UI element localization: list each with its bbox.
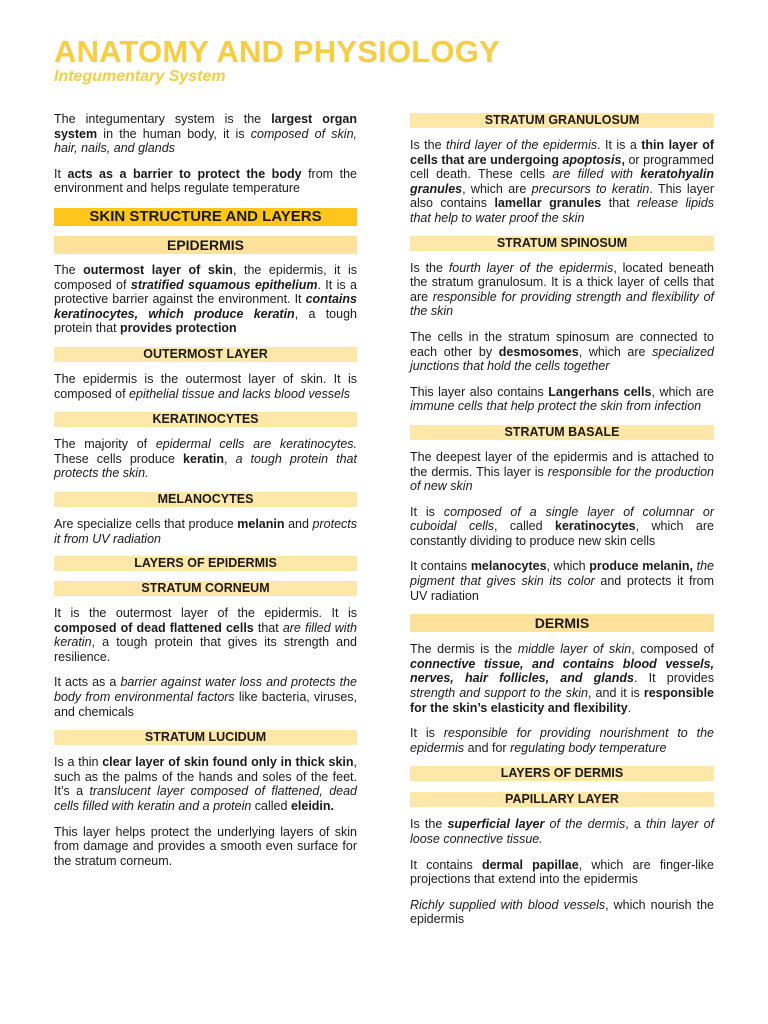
stratum-granulosum-heading: STRATUM GRANULOSUM <box>410 113 714 128</box>
left-column <box>54 112 357 868</box>
stratum-corneum-heading: STRATUM CORNEUM <box>54 581 357 596</box>
intro-paragraph-2: It acts as a barrier to protect the body from the environment and helps regulate temperature <box>54 166 358 196</box>
layers-of-dermis-heading: LAYERS OF DERMIS <box>410 766 714 781</box>
stratum-corneum-paragraph-2: It acts as a barrier against water loss and protects the body from environmental factors like bacteria, viruses, and chemicals <box>54 675 357 719</box>
stratum-spinosum-paragraph-2: The cells in the stratum spinosum are connected to each other by desmosomes, which are specialized junctions that hold the cells together <box>410 329 715 374</box>
layers-of-epidermis-heading: LAYERS OF EPIDERMIS <box>54 556 357 571</box>
melanocytes-paragraph: Are specialize cells that produce melanin and protects it from UV radiation <box>54 516 357 546</box>
dermis-heading: DERMIS <box>410 614 714 632</box>
epidermis-heading: EPIDERMIS <box>54 236 357 254</box>
dermis-paragraph-2: It is responsible for providing nourishment to the epidermis and for regulating body temperature <box>410 726 714 755</box>
keratinocytes-heading: KERATINOCYTES <box>54 412 357 427</box>
papillary-layer-paragraph-1: Is the superficial layer of the dermis, a thin layer of loose connective tissue. <box>410 817 715 846</box>
intro-paragraph-1: The integumentary system is the largest organ system in the human body, it is composed of skin, hair, nails, and glands <box>54 112 358 156</box>
papillary-layer-heading: PAPILLARY LAYER <box>410 792 714 807</box>
stratum-lucidum-heading: STRATUM LUCIDUM <box>54 730 357 745</box>
outermost-layer-heading: OUTERMOST LAYER <box>54 347 357 362</box>
papillary-layer-paragraph-2: It contains dermal papillae, which are finger-like projections that extend into the epidermis <box>410 857 715 887</box>
stratum-spinosum-heading: STRATUM SPINOSUM <box>410 236 714 251</box>
stratum-granulosum-paragraph: Is the third layer of the epidermis. It is a thin layer of cells that are undergoing apoptosis, or programmed cell death. These cells are filled with keratohyalin granules, which are precursors to keratin. This layer also contains lamellar granules that release lipids that help to water proof the skin <box>410 138 715 225</box>
epidermis-paragraph: The outermost layer of skin, the epidermis, it is composed of stratified squamous epithelium. It is a protective barrier against the environment. It contains keratinocytes, which produce keratin, a tough protein that provides protection <box>54 262 357 336</box>
stratum-basale-paragraph-2: It is composed of a single layer of columnar or cuboidal cells, called keratinocytes, which are constantly dividing to produce new skin cells <box>410 504 714 548</box>
stratum-spinosum-paragraph-1: Is the fourth layer of the epidermis, located beneath the stratum granulosum. It is a thick layer of cells that are responsible for providing strength and flexibility of the skin <box>410 260 714 319</box>
stratum-corneum-paragraph-1: It is the outermost layer of the epidermis. It is composed of dead flattened cells that are filled with keratin, a tough protein that gives its strength and resilience. <box>54 606 358 664</box>
document-subtitle: Integumentary System <box>54 68 226 85</box>
stratum-spinosum-paragraph-3: This layer also contains Langerhans cells, which are immune cells that help protect the skin from infection <box>410 384 714 414</box>
papillary-layer-paragraph-3: Richly supplied with blood vessels, which nourish the epidermis <box>410 897 715 927</box>
stratum-basale-paragraph-3: It contains melanocytes, which produce melanin, the pigment that gives skin its color and protects it from UV radiation <box>410 559 714 603</box>
stratum-lucidum-paragraph-1: Is a thin clear layer of skin found only in thick skin, such as the palms of the hands and soles of the feet. It’s a translucent layer composed of flattened, dead cells filled with keratin and a protein called eleidin. <box>54 755 357 814</box>
outermost-layer-paragraph: The epidermis is the outermost layer of skin. It is composed of epithelial tissue and lacks blood vessels <box>54 371 357 401</box>
document-title: ANATOMY AND PHYSIOLOGY <box>54 34 500 69</box>
stratum-basale-heading: STRATUM BASALE <box>410 425 714 440</box>
stratum-lucidum-paragraph-2: This layer helps protect the underlying layers of skin from damage and provides a smooth even surface for the stratum corneum. <box>54 824 357 868</box>
stratum-basale-paragraph-1: The deepest layer of the epidermis and is attached to the dermis. This layer is responsible for the production of new skin <box>410 449 714 494</box>
skin-structure-heading: SKIN STRUCTURE AND LAYERS <box>54 208 357 226</box>
melanocytes-heading: MELANOCYTES <box>54 492 357 507</box>
dermis-paragraph-1: The dermis is the middle layer of skin, composed of connective tissue, and contains blood vessels, nerves, hair follicles, and glands. It provides strength and support to the skin, and it is responsible for the skin’s elasticity and flexibility. <box>410 642 715 715</box>
keratinocytes-paragraph: The majority of epidermal cells are keratinocytes. These cells produce keratin, a tough protein that protects the skin. <box>54 437 358 481</box>
right-column <box>410 112 714 927</box>
